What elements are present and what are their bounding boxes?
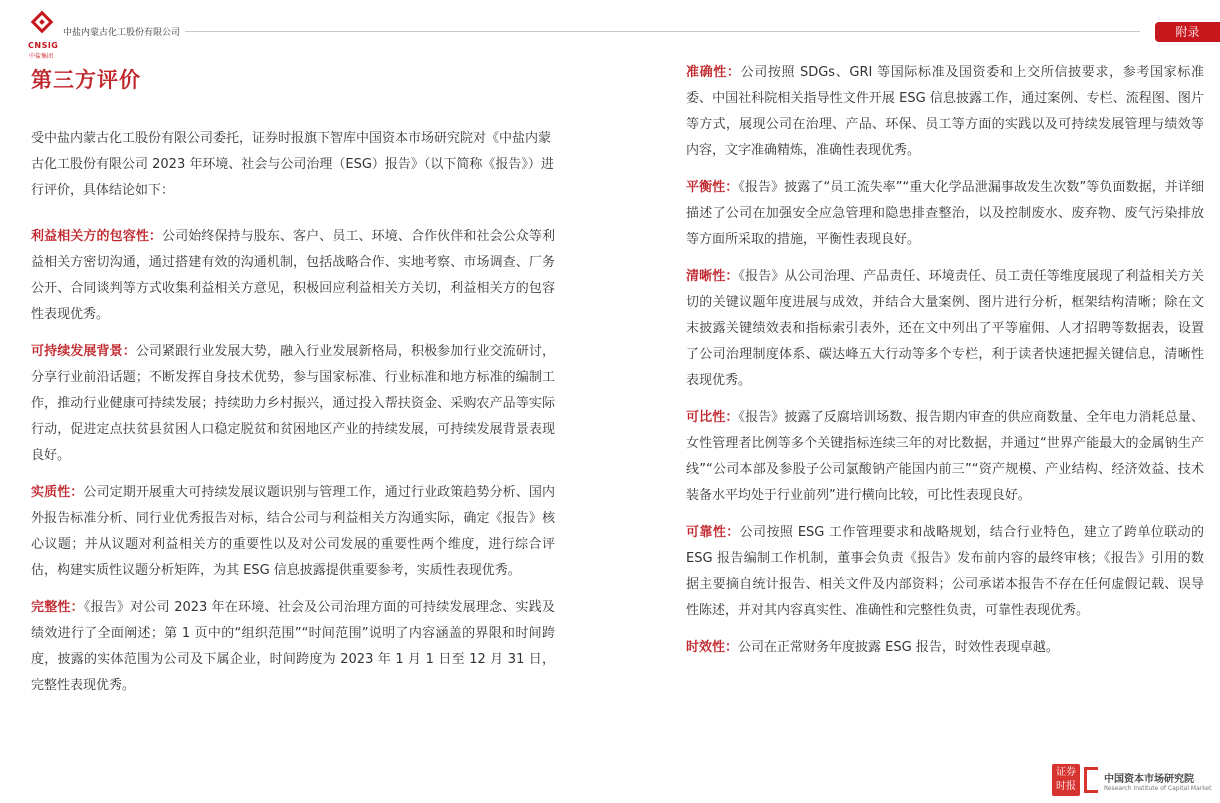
page-header [0,0,1220,60]
research-institute-logo [1052,764,1212,798]
section-term: 平衡性： [686,180,739,195]
section-accuracy [686,60,1204,164]
r-mark-icon [1084,767,1098,793]
section-text: 公司按照 SDGs、GRI 等国际标准及国资委和上交所信披要求，参考国家标准委、中国社科院相关指导性文件开展 ESG 信息披露工作，通过案例、专栏、流程图、图片等方式，展现公司在治理、产品、环保、员工等方面的实践以及可持续发展管理与绩效等内容，文字准确精炼，准确性表现优秀。 [686,65,1204,158]
section-term: 可靠性： [686,525,740,540]
diamond-logo-icon [31,11,54,34]
section-term: 时效性： [686,640,739,655]
right-column [686,60,1204,672]
logo-text: CNSIG [28,41,59,50]
section-balance [686,175,1204,253]
section-clarity [686,264,1204,394]
section-term: 利益相关方的包容性： [31,229,163,244]
section-text: 公司定期开展重大可持续发展议题识别与管理工作，通过行业政策趋势分析、国内外报告标准分析、同行业优秀报告对标，结合公司与利益相关方沟通实际，确定《报告》核心议题；并从议题对利益相关方的重要性以及对公司发展的重要性两个维度，进行综合评估，构建实质性议题分析矩阵，为其 ESG 信息披露提供重要参考，实质性表现优秀。 [31,485,555,578]
appendix-tab[interactable]: 附录 [1155,22,1220,42]
section-term: 可持续发展背景： [31,344,136,359]
left-column [31,126,555,710]
section-completeness [31,595,555,699]
section-text: 公司按照 ESG 工作管理要求和战略规划，结合行业特色，建立了跨单位联动的 ESG 报告编制工作机制，董事会负责《报告》发布前内容的最终审核；《报告》引用的数据主要摘自统计报告、相关文件及内部资料；公司承诺本报告不存在任何虚假记载、误导性陈述，并对其内容真实性、准确性和完整性负责，可靠性表现优秀。 [686,525,1204,618]
section-reliability [686,520,1204,624]
logo-subtext: 中盐集团 [29,53,54,60]
section-timeliness [686,635,1204,661]
section-text: 公司始终保持与股东、客户、员工、环境、合作伙伴和社会公众等利益相关方密切沟通，通过搭建有效的沟通机制，包括战略合作、实地考察、市场调查、厂务公开、合同谈判等方式收集利益相关方意见，积极回应利益相关方关切，利益相关方的包容性表现优秀。 [31,229,555,322]
header-divider [185,31,1140,32]
section-materiality [31,480,555,584]
section-comparability [686,405,1204,509]
institute-name: 中国资本市场研究院 [1104,774,1194,785]
section-term: 完整性： [31,600,84,615]
seal-icon: 证券时报 [1052,764,1080,796]
section-sustainability-context [31,339,555,469]
section-term: 清晰性： [686,269,739,284]
section-term: 准确性： [686,65,741,80]
section-text: 《报告》披露了反腐培训场数、报告期内审查的供应商数量、全年电力消耗总量、女性管理者比例等多个关键指标连续三年的对比数据，并通过“世界产能最大的金属钠生产线”“公司本部及参股子公司氯酸钠产能国内前三”“资产规模、产业结构、经济效益、技术装备水平均处于行业前列”进行横向比较，可比性表现良好。 [686,410,1204,503]
section-text: 公司在正常财务年度披露 ESG 报告，时效性表现卓越。 [738,640,1059,655]
section-term: 实质性： [31,485,84,500]
section-term: 可比性： [686,410,739,425]
section-inclusiveness [31,224,555,328]
section-text: 《报告》披露了“员工流失率”“重大化学品泄漏事故发生次数”等负面数据，并详细描述了公司在加强安全应急管理和隐患排查整治，以及控制废水、废弃物、废气污染排放等方面所采取的措施，平衡性表现良好。 [686,180,1204,247]
company-name: 中盐内蒙古化工股份有限公司 [63,28,181,38]
section-text: 公司紧跟行业发展大势，融入行业发展新格局，积极参加行业交流研讨，分享行业前沿话题；不断发挥自身技术优势，参与国家标准、行业标准和地方标准的编制工作，推动行业健康可持续发展；持续助力乡村振兴，通过投入帮扶资金、采购农产品等实际行动，促进定点扶贫县贫困人口稳定脱贫和贫困地区产业的持续发展，可持续发展背景表现良好。 [31,344,555,463]
page-title: 第三方评价 [31,67,141,92]
section-text: 《报告》从公司治理、产品责任、环境责任、员工责任等维度展现了利益相关方关切的关键议题年度进展与成效，并结合大量案例、图片进行分析，框架结构清晰；除在文末披露关键绩效表和指标索引表外，还在文中列出了平等雇佣、人才招聘等数据表，设置了公司治理制度体系、碳达峰五大行动等多个专栏，利于读者快速把握关键信息，清晰性表现优秀。 [686,269,1204,388]
institute-english-name: Research Institute of Capital Market [1104,785,1212,792]
intro-paragraph: 受中盐内蒙古化工股份有限公司委托，证券时报旗下智库中国资本市场研究院对《中盐内蒙古化工股份有限公司 2023 年环境、社会与公司治理（ESG）报告》（以下简称《报告》）进行评价，具体结论如下： [31,131,554,198]
cnsig-logo [28,14,58,58]
section-text: 《报告》对公司 2023 年在环境、社会及公司治理方面的可持续发展理念、实践及绩效进行了全面阐述；第 1 页中的“组织范围”“时间范围”说明了内容涵盖的界限和时间跨度，披露的实体范围为公司及下属企业，时间跨度为 2023 年 1 月 1 日至 12 月 31 日，完整性表现优秀。 [31,600,555,693]
